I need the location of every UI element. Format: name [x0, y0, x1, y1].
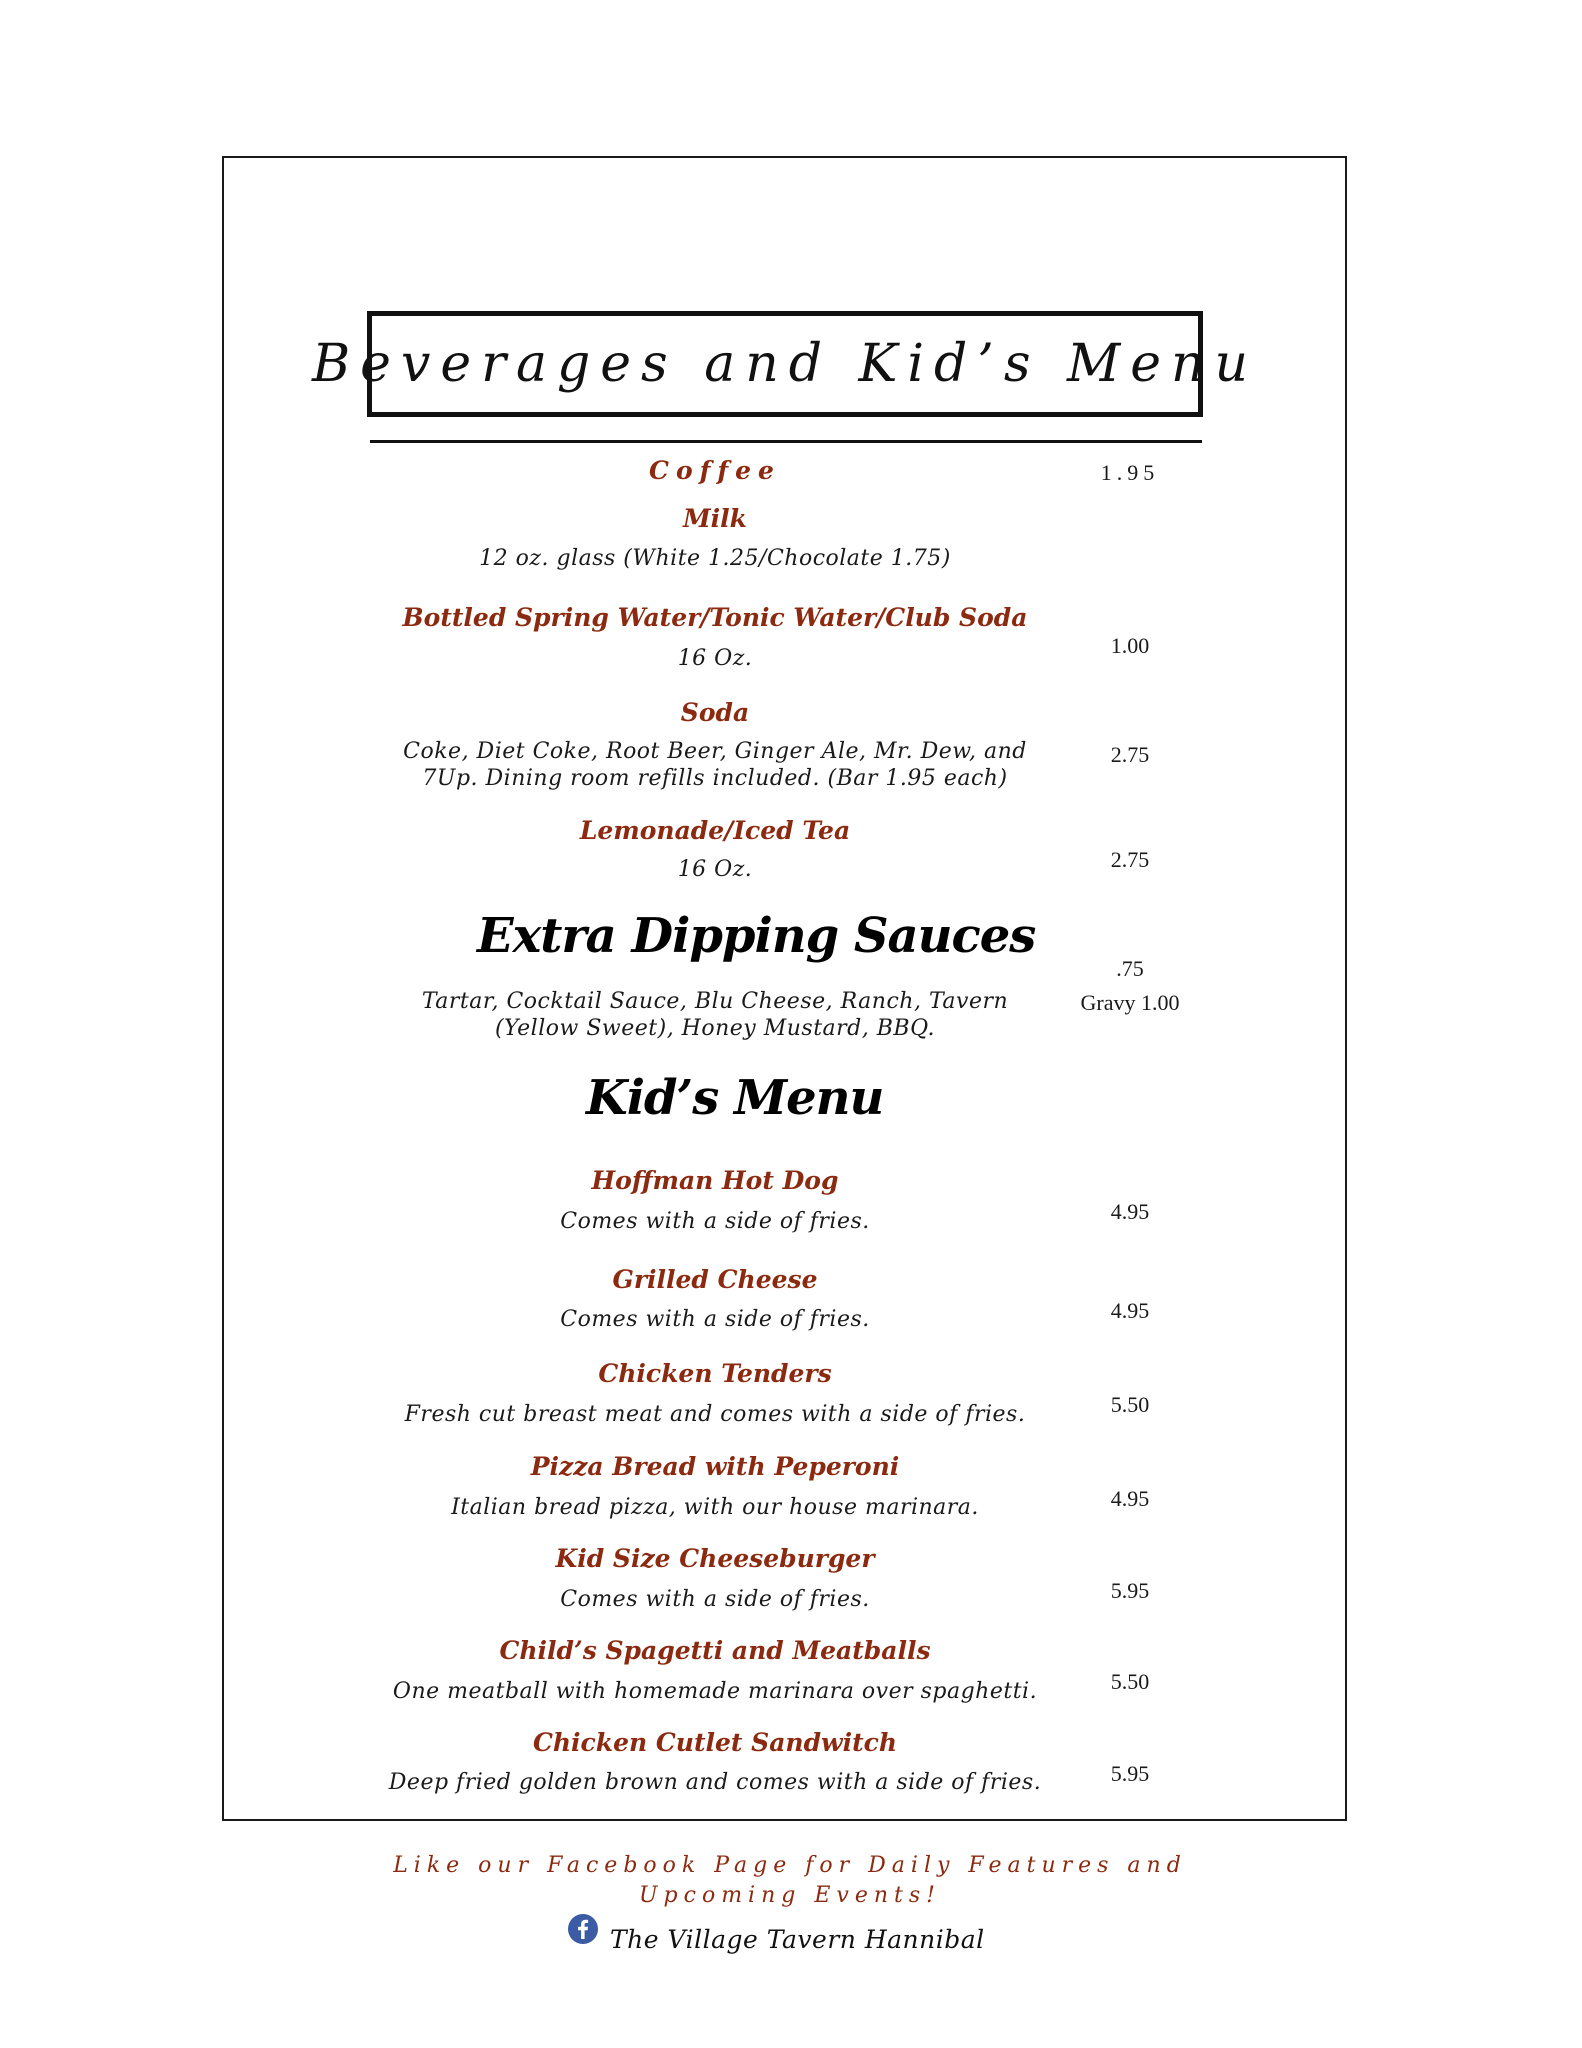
kids-item-name: Pizza Bread with Peperoni: [530, 1452, 900, 1481]
kids-item-desc: Comes with a side of fries.: [560, 1587, 870, 1612]
footer-promo-line2: Upcoming Events!: [639, 1883, 941, 1908]
kids-item-price: 5.95: [1110, 1578, 1150, 1603]
kids-item-name: Hoffman Hot Dog: [591, 1166, 839, 1195]
sauces-desc-line1: Tartar, Cocktail Sauce, Blu Cheese, Ranch, Tavern: [421, 989, 1009, 1014]
item-price-coffee: 1.95: [1100, 460, 1160, 485]
item-name-lemonade: Lemonade/Iced Tea: [579, 816, 851, 845]
sauces-price-gravy: Gravy 1.00: [1080, 990, 1180, 1015]
kids-item-price: 5.50: [1110, 1669, 1150, 1694]
kids-item-name: Chicken Cutlet Sandwitch: [532, 1728, 898, 1757]
kids-item-name: Child’s Spagetti and Meatballs: [499, 1636, 931, 1665]
section-heading-sauces: Extra Dipping Sauces: [477, 908, 1036, 964]
kids-item-price: 4.95: [1110, 1486, 1150, 1511]
item-desc-milk: 12 oz. glass (White 1.25/Chocolate 1.75): [479, 546, 951, 571]
item-desc-lemonade: 16 Oz.: [677, 857, 753, 882]
item-name-milk: Milk: [683, 504, 747, 533]
item-name-soda: Soda: [680, 698, 750, 727]
item-desc-soda-line2: 7Up. Dining room refills included. (Bar 1.95 each): [422, 766, 1008, 791]
item-name-bottled-water: Bottled Spring Water/Tonic Water/Club Soda: [402, 603, 1028, 632]
item-price-soda: 2.75: [1110, 742, 1150, 767]
sauces-desc-line2: (Yellow Sweet), Honey Mustard, BBQ.: [494, 1016, 936, 1041]
kids-item-name: Kid Size Cheeseburger: [555, 1544, 875, 1573]
kids-item-desc: Deep fried golden brown and comes with a side of fries.: [388, 1770, 1042, 1795]
kids-item-name: Grilled Cheese: [612, 1265, 818, 1294]
facebook-icon[interactable]: [568, 1914, 598, 1944]
kids-item-desc: One meatball with homemade marinara over spaghetti.: [392, 1679, 1038, 1704]
facebook-page-link[interactable]: The Village Tavern Hannibal: [610, 1925, 985, 1954]
sauces-price: .75: [1116, 956, 1144, 981]
kids-item-price: 5.95: [1110, 1761, 1150, 1786]
item-price-lemonade: 2.75: [1110, 847, 1150, 872]
title-box: [311, 311, 1259, 417]
item-desc-soda-line1: Coke, Diet Coke, Root Beer, Ginger Ale, Mr. Dew, and: [403, 739, 1027, 764]
item-desc-bottled-water: 16 Oz.: [677, 646, 753, 671]
kids-item-desc: Comes with a side of fries.: [560, 1307, 870, 1332]
section-heading-kids: Kid’s Menu: [586, 1070, 884, 1126]
kids-item-desc: Italian bread pizza, with our house marinara.: [451, 1495, 979, 1520]
title-divider: [370, 440, 1202, 443]
kids-item-price: 4.95: [1110, 1298, 1150, 1323]
kids-item-price: 4.95: [1110, 1199, 1150, 1224]
kids-item-desc: Fresh cut breast meat and comes with a side of fries.: [404, 1402, 1026, 1427]
item-name-coffee: Coffee: [649, 456, 781, 485]
footer-promo-line1: Like our Facebook Page for Daily Features and: [393, 1853, 1187, 1878]
kids-item-name: Chicken Tenders: [598, 1359, 832, 1388]
item-price-bottled-water: 1.00: [1110, 633, 1150, 658]
kids-item-price: 5.50: [1110, 1392, 1150, 1417]
kids-item-desc: Comes with a side of fries.: [560, 1209, 870, 1234]
page-title: Beverages and Kid’s Menu: [311, 334, 1259, 394]
